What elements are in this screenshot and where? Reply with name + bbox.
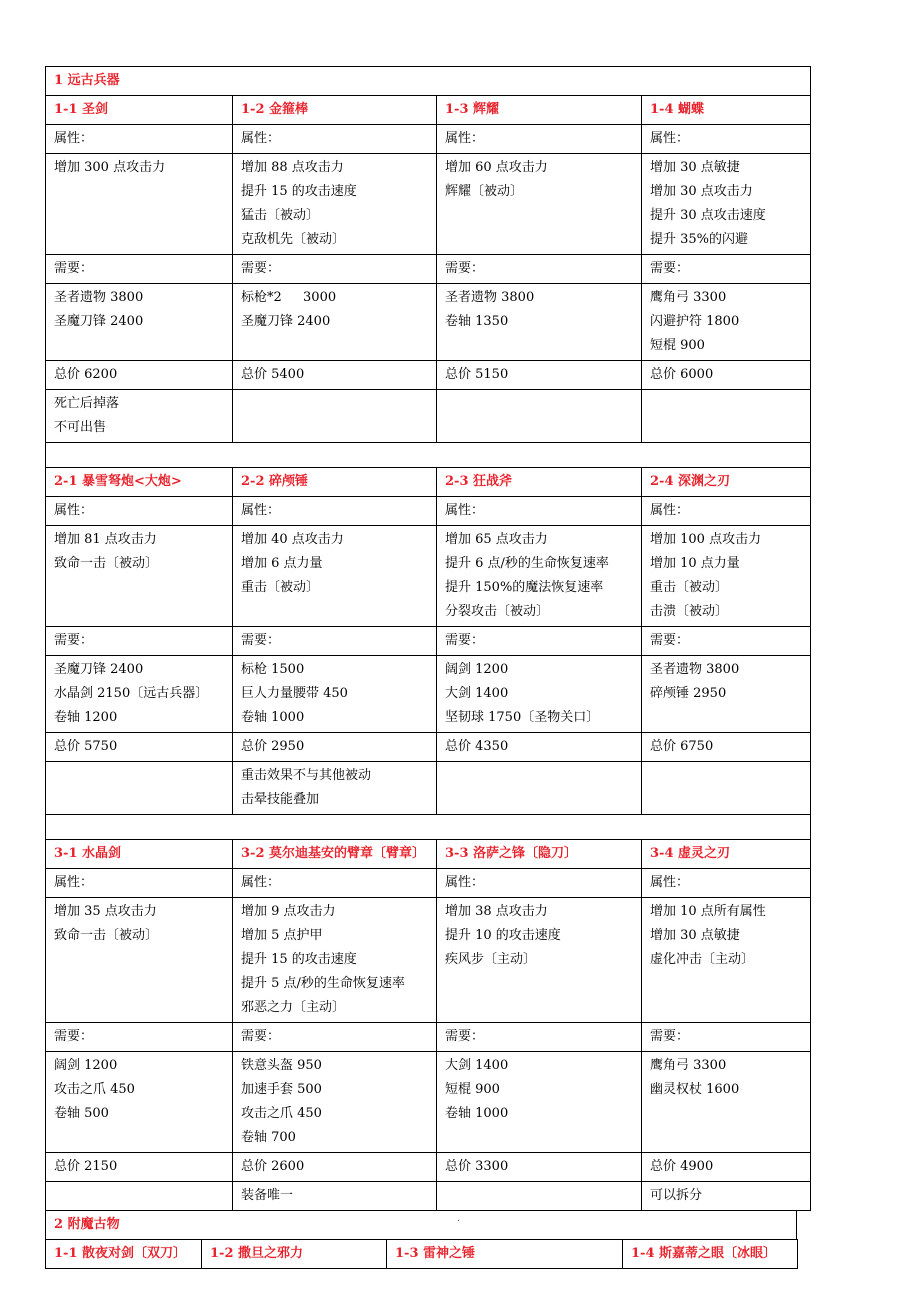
notes-cell — [437, 1182, 642, 1211]
attr-line: 增加 100 点攻击力 — [650, 532, 762, 547]
need-line: 标枪 1500 — [241, 662, 305, 677]
total-row — [46, 361, 811, 390]
group-spacer-row — [46, 443, 811, 468]
need-line: 卷轴 500 — [54, 1106, 109, 1121]
attr-line: 增加 30 点敏捷 — [650, 160, 740, 175]
need-values-cell — [642, 284, 811, 361]
attr-line: 增加 65 点攻击力 — [445, 532, 548, 547]
need-line: 攻击之爪 450 — [54, 1082, 135, 1097]
attr-label-cell: 属性： — [437, 125, 642, 154]
need-values-row — [46, 284, 811, 361]
item-name-row — [46, 96, 811, 125]
notes-cell — [437, 390, 642, 443]
attr-line: 致命一击〔被动〕 — [54, 928, 159, 943]
attr-values-cell — [437, 526, 642, 627]
weapons-table-body — [46, 67, 811, 1211]
attr-label-cell: 属性： — [233, 125, 437, 154]
need-label-cell: 需要： — [437, 627, 642, 656]
item-name-cell: 1-1 圣剑 — [46, 96, 233, 125]
total-cell: 总价 3300 — [437, 1153, 642, 1182]
need-line: 大剑 1400 — [445, 686, 509, 701]
attr-line: 提升 15 的攻击速度 — [241, 184, 357, 199]
need-label-cell: 需要： — [437, 1023, 642, 1052]
need-label-row — [46, 1023, 811, 1052]
item-name-cell: 3-3 洛萨之锋〔隐刀〕 — [437, 840, 642, 869]
need-values-row — [46, 1052, 811, 1153]
attr-line: 提升 15 的攻击速度 — [241, 952, 357, 967]
need-line: 水晶剑 2150〔远古兵器〕 — [54, 686, 209, 701]
attr-line: 分裂攻击〔被动〕 — [445, 604, 550, 619]
section-2-block — [45, 1210, 810, 1269]
notes-row — [46, 1182, 811, 1211]
need-line: 圣魔刀锋 2400 — [241, 314, 331, 329]
need-line: 短棍 900 — [650, 338, 705, 353]
item-name-cell: 3-4 虚灵之刃 — [642, 840, 811, 869]
attr-values-cell — [46, 154, 233, 255]
need-line: 圣者遗物 3800 — [445, 290, 535, 305]
need-values-cell — [437, 1052, 642, 1153]
attr-line: 提升 150%的魔法恢复速率 — [445, 580, 604, 595]
attr-line: 辉耀〔被动〕 — [445, 184, 524, 199]
need-line: 闪避护符 1800 — [650, 314, 740, 329]
attr-line: 增加 35 点攻击力 — [54, 904, 157, 919]
total-cell: 总价 4350 — [437, 733, 642, 762]
need-values-row — [46, 656, 811, 733]
notes-cell — [233, 762, 437, 815]
attr-label-row — [46, 497, 811, 526]
need-values-cell — [46, 656, 233, 733]
attr-values-cell — [437, 898, 642, 1023]
need-line: 标枪*2 3000 — [241, 290, 337, 305]
attr-values-cell — [437, 154, 642, 255]
need-values-cell — [642, 1052, 811, 1153]
attr-label-cell: 属性： — [642, 869, 811, 898]
notes-cell — [642, 1182, 811, 1211]
need-label-cell: 需要： — [642, 1023, 811, 1052]
attr-line: 增加 38 点攻击力 — [445, 904, 548, 919]
attr-values-cell — [642, 526, 811, 627]
notes-cell — [46, 390, 233, 443]
attr-label-cell: 属性： — [46, 125, 233, 154]
notes-cell — [233, 390, 437, 443]
notes-cell — [437, 762, 642, 815]
attr-values-cell — [233, 154, 437, 255]
total-cell: 总价 2950 — [233, 733, 437, 762]
need-values-cell — [233, 656, 437, 733]
attr-line: 疾风步〔主动〕 — [445, 952, 537, 967]
item-name-cell: 2-1 暴雪弩炮<大炮> — [46, 468, 233, 497]
need-line: 碎颅锤 2950 — [650, 686, 727, 701]
attr-line: 增加 5 点护甲 — [241, 928, 323, 943]
section-1-header-row — [46, 67, 811, 96]
notes-cell — [233, 1182, 437, 1211]
attr-line: 提升 30 点攻击速度 — [650, 208, 766, 223]
attr-line: 提升 5 点/秒的生命恢复速率 — [241, 976, 405, 991]
notes-cell — [642, 390, 811, 443]
attr-line: 致命一击〔被动〕 — [54, 556, 159, 571]
need-label-cell: 需要： — [46, 627, 233, 656]
attr-values-cell — [233, 898, 437, 1023]
attr-line: 重击〔被动〕 — [241, 580, 320, 595]
attr-line: 增加 30 点敏捷 — [650, 928, 740, 943]
total-cell: 总价 6000 — [642, 361, 811, 390]
need-values-cell — [233, 284, 437, 361]
attr-line: 增加 30 点攻击力 — [650, 184, 753, 199]
total-cell: 总价 5400 — [233, 361, 437, 390]
notes-cell — [642, 762, 811, 815]
need-label-cell: 需要： — [437, 255, 642, 284]
need-label-cell: 需要： — [642, 627, 811, 656]
item-name-row — [46, 468, 811, 497]
attr-values-cell — [46, 526, 233, 627]
need-values-cell — [642, 656, 811, 733]
attr-line: 增加 6 点力量 — [241, 556, 323, 571]
attr-values-row — [46, 898, 811, 1023]
need-line: 圣者遗物 3800 — [650, 662, 740, 677]
section-2-items-table — [45, 1239, 798, 1269]
note-line: 装备唯一 — [241, 1188, 294, 1203]
need-line: 鹰角弓 3300 — [650, 1058, 727, 1073]
attr-line: 增加 40 点攻击力 — [241, 532, 344, 547]
attr-values-cell — [46, 898, 233, 1023]
need-line: 铁意头盔 950 — [241, 1058, 322, 1073]
attr-line: 虚化冲击〔主动〕 — [650, 952, 755, 967]
need-line: 坚韧球 1750〔圣物关口〕 — [445, 710, 600, 725]
need-values-cell — [233, 1052, 437, 1153]
need-label-row — [46, 627, 811, 656]
item-name-cell: 1-3 辉耀 — [437, 96, 642, 125]
total-cell: 总价 6200 — [46, 361, 233, 390]
need-line: 卷轴 1200 — [54, 710, 118, 725]
attr-label-cell: 属性： — [233, 869, 437, 898]
group-spacer-row — [46, 815, 811, 840]
section-2-item: 1-1 散夜对剑〔双刀〕 — [46, 1240, 202, 1269]
item-name-row — [46, 840, 811, 869]
need-values-cell — [46, 284, 233, 361]
total-cell: 总价 2150 — [46, 1153, 233, 1182]
item-name-cell: 2-2 碎颅锤 — [233, 468, 437, 497]
attr-label-cell: 属性： — [46, 869, 233, 898]
page-footer-dot: . — [457, 1213, 461, 1224]
attr-label-cell: 属性： — [437, 497, 642, 526]
need-label-cell: 需要： — [233, 627, 437, 656]
note-line: 可以拆分 — [650, 1188, 703, 1203]
attr-label-cell: 属性： — [46, 497, 233, 526]
need-label-row — [46, 255, 811, 284]
total-cell: 总价 2600 — [233, 1153, 437, 1182]
section-1-title: 1 远古兵器 — [46, 67, 811, 96]
attr-values-row — [46, 154, 811, 255]
need-line: 阔剑 1200 — [445, 662, 509, 677]
weapons-table — [45, 66, 811, 1211]
notes-row — [46, 762, 811, 815]
document-body — [45, 66, 810, 1269]
notes-cell — [46, 1182, 233, 1211]
section-2-item: 1-2 撒旦之邪力 — [202, 1240, 387, 1269]
need-line: 加速手套 500 — [241, 1082, 322, 1097]
attr-label-row — [46, 869, 811, 898]
attr-line: 增加 81 点攻击力 — [54, 532, 157, 547]
need-label-cell: 需要： — [642, 255, 811, 284]
need-line: 短棍 900 — [445, 1082, 500, 1097]
need-line: 卷轴 1350 — [445, 314, 509, 329]
attr-line: 邪恶之力〔主动〕 — [241, 1000, 346, 1015]
need-line: 卷轴 1000 — [445, 1106, 509, 1121]
attr-values-cell — [233, 526, 437, 627]
need-values-cell — [437, 656, 642, 733]
note-line: 不可出售 — [54, 420, 107, 435]
attr-values-cell — [642, 898, 811, 1023]
need-label-cell: 需要： — [233, 1023, 437, 1052]
attr-label-cell: 属性： — [437, 869, 642, 898]
item-name-cell: 1-2 金箍棒 — [233, 96, 437, 125]
need-label-cell: 需要： — [46, 1023, 233, 1052]
section-2-item: 1-4 斯嘉蒂之眼〔冰眼〕 — [623, 1240, 798, 1269]
attr-label-cell: 属性： — [233, 497, 437, 526]
notes-cell — [46, 762, 233, 815]
need-line: 鹰角弓 3300 — [650, 290, 727, 305]
need-label-cell: 需要： — [233, 255, 437, 284]
item-name-cell: 3-2 莫尔迪基安的臂章〔臂章〕 — [233, 840, 437, 869]
total-row — [46, 1153, 811, 1182]
attr-line: 增加 60 点攻击力 — [445, 160, 548, 175]
attr-line: 克敌机先〔被动〕 — [241, 232, 346, 247]
attr-line: 增加 88 点攻击力 — [241, 160, 344, 175]
group-spacer-cell — [46, 443, 811, 468]
total-cell: 总价 5150 — [437, 361, 642, 390]
attr-line: 提升 35%的闪避 — [650, 232, 749, 247]
need-label-cell: 需要： — [46, 255, 233, 284]
need-line: 巨人力量腰带 450 — [241, 686, 348, 701]
group-spacer-cell — [46, 815, 811, 840]
item-name-cell: 1-4 蝴蝶 — [642, 96, 811, 125]
note-line: 重击效果不与其他被动 — [241, 768, 372, 783]
section-2-items-row — [46, 1240, 798, 1269]
total-cell: 总价 4900 — [642, 1153, 811, 1182]
need-line: 圣者遗物 3800 — [54, 290, 144, 305]
attr-line: 增加 10 点力量 — [650, 556, 740, 571]
need-line: 圣魔刀锋 2400 — [54, 662, 144, 677]
attr-line: 提升 10 的攻击速度 — [445, 928, 561, 943]
notes-row — [46, 390, 811, 443]
note-line: 击晕技能叠加 — [241, 792, 320, 807]
attr-line: 击溃〔被动〕 — [650, 604, 729, 619]
total-row — [46, 733, 811, 762]
need-values-cell — [46, 1052, 233, 1153]
need-line: 攻击之爪 450 — [241, 1106, 322, 1121]
attr-values-cell — [642, 154, 811, 255]
attr-line: 增加 10 点所有属性 — [650, 904, 766, 919]
attr-label-row — [46, 125, 811, 154]
need-line: 大剑 1400 — [445, 1058, 509, 1073]
section-2-header-row — [46, 1211, 797, 1240]
need-line: 卷轴 700 — [241, 1130, 296, 1145]
item-name-cell: 2-3 狂战斧 — [437, 468, 642, 497]
attr-label-cell: 属性： — [642, 497, 811, 526]
need-values-cell — [437, 284, 642, 361]
attr-line: 增加 9 点攻击力 — [241, 904, 336, 919]
section-2-title-table — [45, 1210, 797, 1240]
total-cell: 总价 5750 — [46, 733, 233, 762]
attr-line: 增加 300 点攻击力 — [54, 160, 166, 175]
item-name-cell: 3-1 水晶剑 — [46, 840, 233, 869]
attr-label-cell: 属性： — [642, 125, 811, 154]
total-cell: 总价 6750 — [642, 733, 811, 762]
note-line: 死亡后掉落 — [54, 396, 120, 411]
attr-values-row — [46, 526, 811, 627]
attr-line: 猛击〔被动〕 — [241, 208, 320, 223]
section-2-item: 1-3 雷神之锤 — [387, 1240, 623, 1269]
item-name-cell: 2-4 深渊之刃 — [642, 468, 811, 497]
attr-line: 提升 6 点/秒的生命恢复速率 — [445, 556, 609, 571]
attr-line: 重击〔被动〕 — [650, 580, 729, 595]
need-line: 卷轴 1000 — [241, 710, 305, 725]
section-2-title: 2 附魔古物 — [46, 1211, 797, 1240]
need-line: 圣魔刀锋 2400 — [54, 314, 144, 329]
need-line: 幽灵权杖 1600 — [650, 1082, 740, 1097]
need-line: 阔剑 1200 — [54, 1058, 118, 1073]
